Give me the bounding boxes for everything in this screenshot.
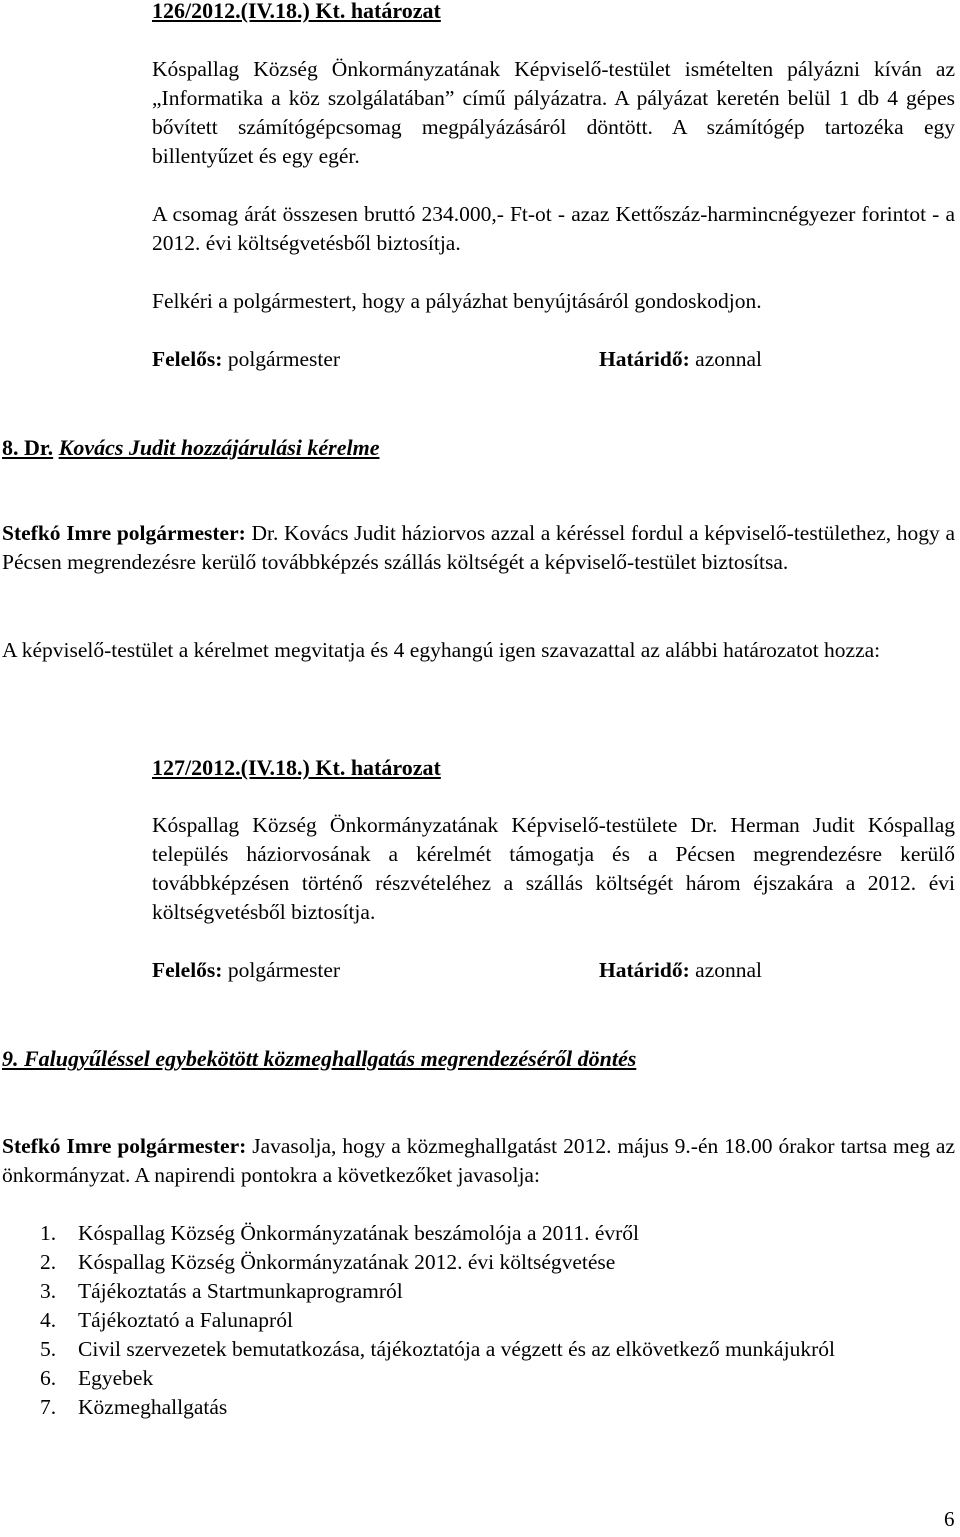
list-item-number: 6.	[40, 1366, 57, 1390]
resolution-127-number: 127/2012.(IV.18.) Kt. határozat	[152, 755, 441, 780]
speaker-text: Javasolja, hogy a közmeghallgatást 2012. május 9.-én 18.00 órakor tartsa meg az önkormányzat. A napirendi pontokra a következőket javasolja:	[2, 1134, 955, 1187]
item-9-title: 9. Falugyűléssel egybekötött közmeghallgatás megrendezéséről döntés	[2, 1046, 637, 1071]
resolution-126-paragraph-2: A csomag árát összesen bruttó 234.000,- Ft-ot - azaz Kettőszáz-harmincnégyezer forintot - a 2012. évi költségvetésből biztosítja.	[152, 202, 955, 255]
list-item-text: Kóspallag Község Önkormányzatának beszámolója a 2011. évről	[78, 1221, 640, 1245]
deadline-label: Határidő:	[599, 347, 690, 371]
list-item	[40, 1277, 955, 1306]
list-item-text: Kóspallag Község Önkormányzatának 2012. évi költségvetése	[78, 1250, 616, 1274]
item-8-title: Kovács Judit hozzájárulási kérelme	[58, 435, 380, 460]
item-8-heading	[2, 433, 380, 462]
deadline-value: azonnal	[695, 347, 763, 371]
page-number: 6	[944, 1507, 955, 1531]
list-item-text: Egyebek	[78, 1366, 154, 1390]
resolution-126-responsible	[152, 345, 340, 374]
list-item-text: Tájékoztatás a Startmunkaprogramról	[78, 1279, 403, 1303]
item-8-statement	[2, 519, 955, 577]
resolution-127-responsible	[152, 956, 340, 985]
resolution-126-paragraph-1: Kóspallag Község Önkormányzatának Képviselő-testület ismételten pályázni kíván az „Informatika a köz szolgálatában” című pályázatra. A pályázat keretén belül 1 db 4 gépes bővített számítógépcsomag megpályázásáról döntött. A számítógép tartozéka egy billentyűzet és egy egér.	[152, 57, 955, 168]
list-item-text: Tájékoztató a Falunapról	[78, 1308, 293, 1332]
list-item-number: 2.	[40, 1250, 57, 1274]
list-item-text: Közmeghallgatás	[78, 1395, 228, 1419]
resolution-127-paragraph-1: Kóspallag Község Önkormányzatának Képviselő-testülete Dr. Herman Judit Kóspallag település háziorvosának a kérelmét támogatja és a Pécsen megrendezésre kerülő továbbképzésen történő részvételéhez a szállás költségét három éjszakára a 2012. évi költségvetésből biztosítja.	[152, 813, 955, 924]
resolution-127-deadline	[599, 956, 762, 985]
list-item-number: 4.	[40, 1308, 57, 1332]
list-item-number: 7.	[40, 1395, 57, 1419]
list-item	[40, 1335, 955, 1364]
deadline-value: azonnal	[695, 958, 763, 982]
speaker-text: Dr. Kovács Judit háziorvos azzal a kéréssel fordul a képviselő-testülethez, hogy a Pécsen megrendezésre kerülő továbbképzés szállás költségét a képviselő-testület biztosítsa.	[2, 521, 956, 574]
resolution-126-deadline	[599, 345, 762, 374]
speaker-label: Stefkó Imre polgármester:	[2, 521, 246, 545]
list-item-number: 1.	[40, 1221, 57, 1245]
speaker-label: Stefkó Imre polgármester:	[2, 1134, 247, 1158]
item-9-statement	[2, 1132, 955, 1190]
responsible-value: polgármester	[227, 958, 341, 982]
list-item	[40, 1306, 955, 1335]
responsible-label: Felelős:	[152, 958, 223, 982]
deadline-label: Határidő:	[599, 958, 690, 982]
list-item-number: 3.	[40, 1279, 57, 1303]
list-item	[40, 1219, 955, 1248]
item-8-number: 8. Dr.	[2, 435, 54, 460]
list-item-number: 5.	[40, 1337, 57, 1361]
responsible-value: polgármester	[227, 347, 341, 371]
list-item	[40, 1248, 955, 1277]
list-item	[40, 1364, 955, 1393]
list-item-text: Civil szervezetek bemutatkozása, tájékoztatója a végzett és az elkövetkező munkájukról	[78, 1337, 835, 1361]
item-8-vote: A képviselő-testület a kérelmet megvitatja és 4 egyhangú igen szavazattal az alábbi határozatot hozza:	[2, 638, 881, 662]
agenda-list	[40, 1219, 955, 1422]
resolution-126-paragraph-3: Felkéri a polgármestert, hogy a pályázhat benyújtásáról gondoskodjon.	[152, 289, 762, 313]
resolution-126-number: 126/2012.(IV.18.) Kt. határozat	[152, 0, 441, 23]
list-item	[40, 1393, 955, 1422]
responsible-label: Felelős:	[152, 347, 223, 371]
